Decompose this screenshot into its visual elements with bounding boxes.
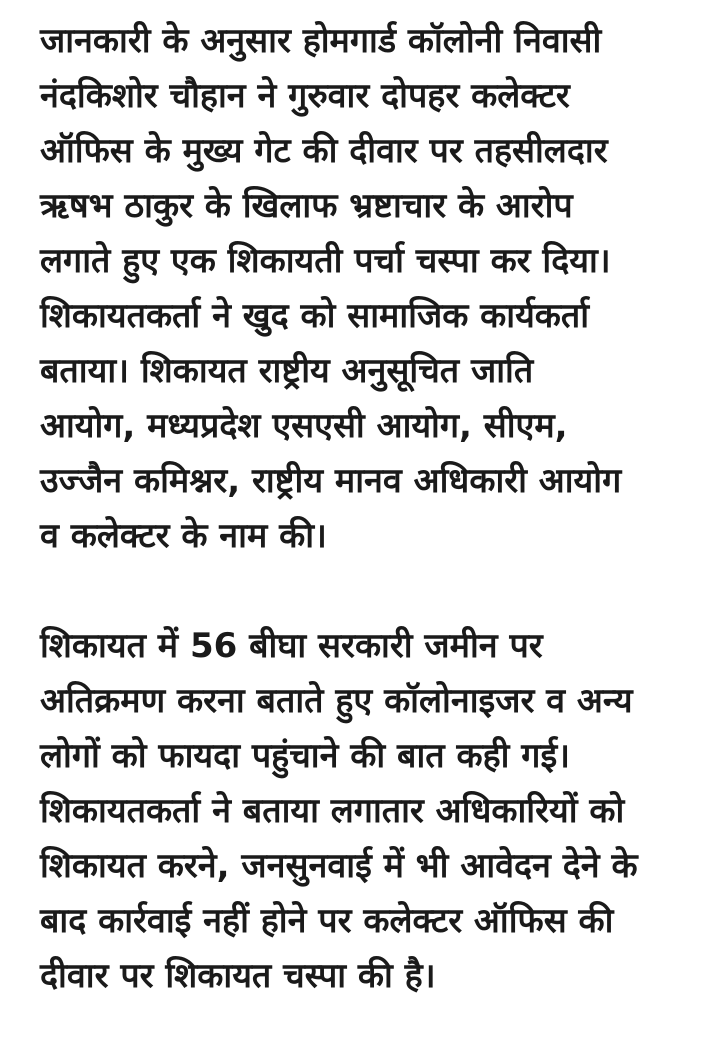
text-line: दीवार पर शिकायत चस्पा की है। xyxy=(40,956,436,996)
paragraph-1 xyxy=(40,14,708,564)
article-body xyxy=(40,14,708,1004)
paragraph-2 xyxy=(40,619,708,1004)
text-line: शिकायतकर्ता ने खुद को सामाजिक कार्यकर्ता xyxy=(40,296,590,336)
text-line: उज्जैन कमिश्नर, राष्ट्रीय मानव अधिकारी आयोग xyxy=(40,461,622,501)
text-line: शिकायत में 56 बीघा सरकारी जमीन पर xyxy=(40,626,543,666)
text-line: ऑफिस के मुख्य गेट की दीवार पर तहसीलदार xyxy=(40,131,608,171)
text-line: बाद कार्रवाई नहीं होने पर कलेक्टर ऑफिस की xyxy=(40,901,614,941)
text-line: बताया। शिकायत राष्ट्रीय अनुसूचित जाति xyxy=(40,351,534,391)
text-line: शिकायतकर्ता ने बताया लगातार अधिकारियों को xyxy=(40,791,625,831)
text-line: लोगों को फायदा पहुंचाने की बात कही गई। xyxy=(40,736,571,776)
paragraph-gap xyxy=(40,564,708,619)
text-line: अतिक्रमण करना बताते हुए कॉलोनाइजर व अन्य xyxy=(40,681,633,721)
text-line: नंदकिशोर चौहान ने गुरुवार दोपहर कलेक्टर xyxy=(40,76,570,116)
text-line: शिकायत करने, जनसुनवाई में भी आवेदन देने के xyxy=(40,846,638,886)
text-line: ऋषभ ठाकुर के खिलाफ भ्रष्टाचार के आरोप xyxy=(40,186,573,226)
text-line: आयोग, मध्यप्रदेश एसएसी आयोग, सीएम, xyxy=(40,406,568,446)
text-line: लगाते हुए एक शिकायती पर्चा चस्पा कर दिया। xyxy=(40,241,611,281)
text-line: व कलेक्टर के नाम की। xyxy=(40,516,327,556)
text-line: जानकारी के अनुसार होमगार्ड कॉलोनी निवासी xyxy=(40,21,602,61)
